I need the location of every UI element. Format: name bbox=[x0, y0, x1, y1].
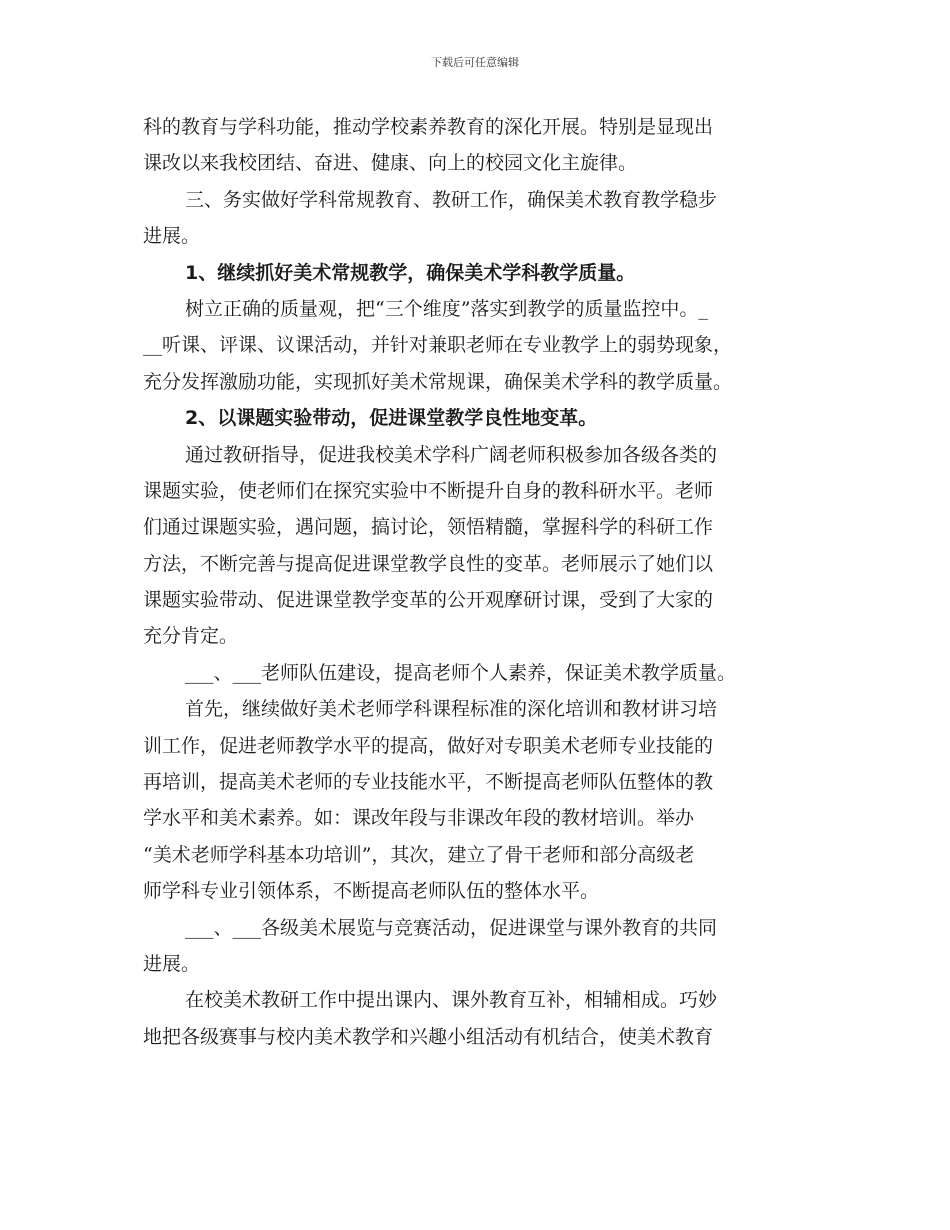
text-line: 方法，不断完善与提高促进课堂教学良性的变革。老师展示了她们以 bbox=[143, 552, 714, 575]
text-line: __听课、评课、议课活动，并针对兼职老师在专业教学上的弱势现象， bbox=[143, 334, 733, 357]
text-line: 训工作，促进老师教学水平的提高，做好对专职美术老师专业技能的 bbox=[143, 734, 714, 757]
text-line: 课改以来我校团结、奋进、健康、向上的校园文化主旋律。 bbox=[143, 152, 638, 175]
text-line: ___、___老师队伍建设，提高老师个人素养，保证美术教学质量。 bbox=[185, 661, 737, 684]
text-line: 师学科专业引领体系，不断提高老师队伍的整体水平。 bbox=[143, 880, 600, 903]
text-line: 在校美术教研工作中提出课内、课外教育互补，相辅相成。巧妙 bbox=[185, 989, 718, 1012]
text-line: 地把各级赛事与校内美术教学和兴趣小组活动有机结合，使美术教育 bbox=[143, 1025, 714, 1048]
text-line: 首先，继续做好美术老师学科课程标准的深化培训和教材讲习培 bbox=[185, 698, 718, 721]
text-line: 们通过课题实验，遇问题，搞讨论，领悟精髓，掌握科学的科研工作 bbox=[143, 516, 714, 539]
text-line: 科的教育与学科功能，推动学校素养教育的深化开展。特别是显现出 bbox=[143, 116, 714, 138]
section-heading-line: 2、以课题实验带动，促进课堂教学良性地变革。 bbox=[185, 407, 598, 430]
page-header: 下载后可任意编辑 bbox=[431, 56, 519, 69]
text-line: 课题实验，使老师们在探究实验中不断提升自身的教科研水平。老师 bbox=[143, 479, 714, 502]
text-line: 三、务实做好学科常规教育、教研工作，确保美术教育教学稳步 bbox=[185, 188, 718, 211]
text-line: 充分发挥激励功能，实现抓好美术常规课，确保美术学科的教学质量。 bbox=[143, 370, 733, 393]
text-line: 课题实验带动、促进课堂教学变革的公开观摩研讨课，受到了大家的 bbox=[143, 589, 714, 612]
section-heading-line: 1、继续抓好美术常规教学，确保美术学科教学质量。 bbox=[185, 261, 636, 284]
text-line: 进展。 bbox=[143, 952, 201, 975]
text-line: 通过教研指导，促进我校美术学科广阔老师积极参加各级各类的 bbox=[185, 443, 718, 466]
text-line: ___、___各级美术展览与竞赛活动，促进课堂与课外教育的共同 bbox=[185, 916, 718, 939]
text-line: 充分肯定。 bbox=[143, 625, 239, 648]
text-line: 再培训，提高美术老师的专业技能水平，不断提高老师队伍整体的教 bbox=[143, 771, 714, 794]
text-line: 进展。 bbox=[143, 225, 201, 248]
document-body bbox=[143, 109, 803, 1055]
text-line: 树立正确的质量观，把“三个维度”落实到教学的质量监控中。_ bbox=[185, 297, 708, 320]
text-line: “美术老师学科基本功培训”，其次，建立了骨干老师和部分高级老 bbox=[143, 843, 695, 866]
text-line: 学水平和美术素养。如：课改年段与非课改年段的教材培训。举办 bbox=[143, 807, 695, 830]
